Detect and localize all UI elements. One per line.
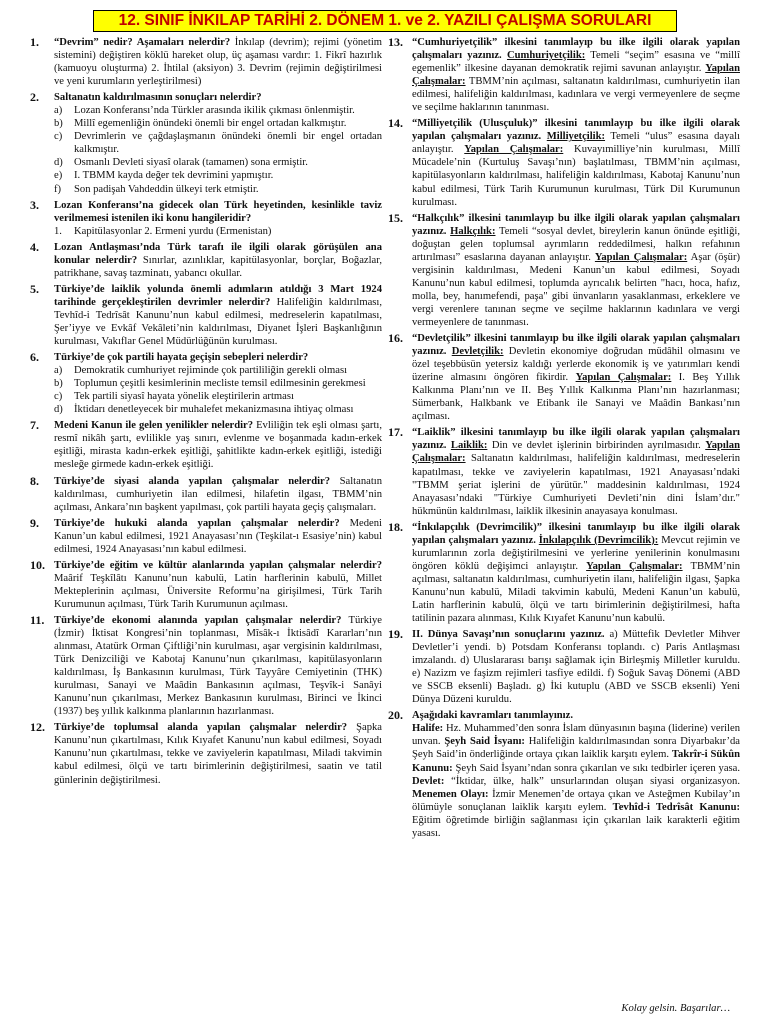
option — [54, 156, 382, 169]
definition: İzmir Menemen’de ortaya çıkan ve Asteğmen Kubilay’ın ölümüyle sonuçlanan laiklik karşıtı eylem. — [412, 788, 740, 813]
option-letter: f) — [54, 183, 62, 195]
option-letter: b) — [54, 378, 63, 390]
option — [54, 377, 382, 390]
term-label: Laiklik: — [450, 440, 488, 452]
question-7 — [30, 419, 382, 471]
term-label: Halkçılık: — [450, 225, 496, 237]
works-text: Aşar (öşür) vergisinin kaldırılması, Medeni Kanun’un kabul edilmesi, Soyadı Kanunu’nun kabul edilmesi, toplumda ayrıcalık belirten "hacı, hoca, hafız, molla, bey, hanımefendi, paşa" gibi ünvanların yasaklanması, erkeklere ve vergi verenlere tanınan seçme ve seçilme haklarının kadınlara ve vergi vermeyenlere de tanınması. — [412, 251, 741, 328]
question-4 — [30, 241, 382, 280]
works-text: TBMM’nin açılması, saltanatın kaldırılması, cumhuriyetin ilanı, halifeliğin ilgası, Şapka Kanunu’nun kabulü, Miladi takvimin kabulü, Medeni Kanun’un kabulü, Latin harflerinin kabulü, ölçü ve tartı birimlerinin değiştirilmesi, hafta tatilinin pazara alınması, Kılık Kıyafet Kanunu’nun kabulü. — [412, 560, 740, 625]
question-text: Türkiye’de toplumsal alanda yapılan çalışmalar nelerdir? — [54, 722, 348, 734]
answer-text: Saltanatın kaldırılması, cumhuriyetin ilan edilmesi, hilafetin ilgası, TBMM’nin açılması, Ankara’nın başkent yapılması, çok partili hayata geçiş çalışmaları. — [54, 475, 383, 513]
works-label: Yapılan Çalışmalar: — [412, 440, 740, 465]
option-text: Millî egemenliğin önündeki önemli bir engel ortadan kalkmıştır. — [74, 118, 347, 130]
question-10 — [30, 559, 382, 611]
term-label: İnkılapçılık (Devrimcilik): — [538, 534, 659, 546]
answer-text: İnkılap (devrim); rejimi (yönetim sistemini) değiştiren köklü hareket olup, üç aşaması vardır: 1. Fikrî hazırlık (kamuoyu oluşturma) 2. İhtilal (aksiyon) 3. Devrim (rejimin değiştirilmesi ve yeni kurumların yerleştirilmesi) — [54, 37, 382, 88]
option-text: Tek partili siyasî hayata yönelik eleştirilerin artması — [74, 391, 294, 403]
question-number: 19. — [388, 627, 403, 642]
question-number: 8. — [30, 473, 39, 488]
question-12 — [30, 721, 382, 786]
option — [54, 104, 382, 117]
question-19 — [388, 628, 740, 706]
question-16 — [388, 332, 740, 423]
left-column — [30, 36, 382, 843]
question-text: Türkiye’de eğitim ve kültür alanlarında yapılan çalışmalar nelerdir? — [54, 559, 382, 571]
option-letter: a) — [54, 365, 63, 377]
definition: “İktidar, ülke, halk” unsurlarından oluşan siyasi organizasyon. — [444, 775, 740, 787]
question-3 — [30, 199, 382, 238]
answer-text: Sınırlar, azınlıklar, kapitülasyonlar, borçlar, Boğazlar, patrikhane, savaş tazminatı, yabancı okullar. — [54, 254, 383, 279]
question-13 — [388, 36, 740, 114]
term-label: Cumhuriyetçilik: — [506, 50, 586, 62]
footer-note: Kolay gelsin. Başarılar… — [621, 1003, 730, 1014]
definition: Eğitim öğretimde birliğin sağlanması için çıkarılan laik karakterli eğitim yasası. — [412, 814, 740, 839]
answer-text: a) Müttefik Devletler Mihver Devletler’i yendi. b) Potsdam Konferansı toplandı. c) Paris Antlaşması imzalandı. d) Uluslararası barışı sağlamak için Birleşmiş Milletler kuruldu. e) Nazizm ve faşizm rejimleri tasfiye edildi. f) Soğuk Savaş Dönemi (ABD ve SSCB eksenli) Başladı. g) İki kutuplu (ABD ve SSCB eksenli) Yeni Dünya Düzeni kuruldu. — [412, 629, 741, 706]
question-text: Lozan Antlaşması’nda Türk tarafı ile ilgili olarak görüşülen ana konular nelerdir? — [54, 241, 382, 266]
works-label: Yapılan Çalışmalar: — [464, 144, 564, 156]
option — [54, 364, 382, 377]
question-14 — [388, 117, 740, 208]
question-number: 7. — [30, 418, 39, 433]
question-text: Türkiye’de çok partili hayata geçişin sebepleri nelerdir? — [54, 352, 309, 364]
option-text: Demokratik cumhuriyet rejiminde çok partililiğin gerekli olması — [74, 365, 348, 377]
option-text: I. TBMM kayda değer tek devrimini yapmıştır. — [74, 170, 274, 182]
works-label: Yapılan Çalışmalar: — [412, 63, 740, 88]
option — [54, 403, 382, 416]
answer-text: Türkiye (İzmir) İktisat Kongresi’nin toplanması, Mîsâk-ı İktisâdî Kararları’nın alınması, Atatürk Orman Çiftliği’nin kurulması, aşar vergisinin kaldırılması, Türk Denizciliği ve Kabotaj Kanunu’nun çıkarılması, kapitülasyonların kaldırılması, İş Bankasının kurulması, Türk Tayyâre Cemiyetinin (THK) kurulması, Sanayi ve Maâdin Bankasının açılması, Teşvîk-i Sanâyi Kanunu’nun çıkarılması, Merkez Bankasının kurulması, Birinci ve İkinci (1937) beş yıllık kalkınma planlarının hazırlanması. — [54, 614, 383, 718]
answer-text: Medeni Kanun’un kabul edilmesi, 1921 Anayasası’nın (Teşkilat-ı Esasiye’nin) kabul edilmesi, 1924 Anayasası’nın kabul edilmesi. — [54, 517, 382, 555]
answer-text: Şapka Kanunu’nun çıkartılması, Kılık Kıyafet Kanunu’nun kabul edilmesi, Soyadı Kanunu’nun çıkartılması, tekke ve zaviyelerin kapatılması, Miladi takvimin kabul edilmesi, ölçü ve tartı birimlerinin değiştirilmesi, saatin ve tatil günlerinin değiştirilmesi. — [54, 722, 382, 786]
question-text: Türkiye’de hukuki alanda yapılan çalışmalar nelerdir? — [54, 517, 340, 529]
term: Menemen Olayı: — [412, 788, 489, 800]
definition: Halifeliğin kaldırılmasından sonra Diyarbakır’da Şeyh Said’in önderliğinde ortaya çıkan laiklik karşıtı eylem. — [412, 736, 741, 761]
question-6 — [30, 351, 382, 416]
question-text: “Devrim” nedir? Aşamaları nelerdir? — [54, 37, 231, 48]
question-text: Aşağıdaki kavramları tanımlayınız. — [412, 710, 573, 722]
question-number: 1. — [30, 35, 39, 49]
question-number: 13. — [388, 35, 403, 49]
answer-text: Halifeliğin kaldırılması, Tevhîd-i Tedrîsât Kanunu’nun kabul edilmesi, medreselerin kapatılması, Şer’iyye ve Evkâf Vekâleti’nin kaldırılması, Diyanet İşleri Başkanlığının kurulması, Vakıflar Genel Müdürlüğünün kurulması. — [54, 296, 382, 348]
definition-text: Temeli “sosyal devlet, bireylerin kanun önünde eşitliği, doğuştan gelen toplumsal ayrımların reddedilmesi, halkın refahının artırılması” esaslarına dayanan anlayıştır. — [412, 225, 740, 263]
option-letter: e) — [54, 170, 63, 182]
question-text: “Laiklik” ilkesini tanımlayıp bu ilke ilgili olarak yapılan çalışmaları yazınız. — [412, 427, 740, 452]
question-text: “Halkçılık” ilkesini tanımlayıp bu ilke ilgili olarak yapılan çalışmaları yazınız. — [412, 212, 740, 237]
term: Halife: — [412, 723, 444, 735]
option-letter: b) — [54, 118, 63, 130]
question-number: 20. — [388, 708, 403, 723]
option-letter: c) — [54, 131, 63, 143]
question-number: 6. — [30, 350, 39, 365]
answer-text: Maârif Teşkîlâtı Kanunu’nun kabulü, Latin harflerinin kabulü, Millet Mekteplerinin açılması, Üniversite Reformu’na girişilmesi, Türk Tarih Kurumunun açılması, Türk Tarih Kurumunun açılması. — [54, 572, 382, 610]
works-text: TBMM’nin açılması, saltanatın kaldırılması, cumhuriyetin ilan edilmesi, halifeliğin kaldırılması, kadınlara ve vergi vermeyenlere de seçme ve seçilme haklarının tanınması. — [412, 76, 740, 114]
right-column — [388, 36, 740, 843]
option-text: Lozan Konferansı’nda Türkler arasında ikilik çıkması önlenmiştir. — [74, 105, 355, 117]
term: Takrîr-i Sükûn Kanunu: — [412, 749, 740, 774]
question-9 — [30, 517, 382, 556]
works-text: I. Beş Yıllık Kalkınma Planı’nın ve II. Beş Yıllık Kalkınma Planı’nın hazırlanması; Sümerbank, Halkbank ve Etibank ile Sanayi ve Maâdin Bankası’nın açılması. — [412, 372, 741, 423]
question-text: Medeni Kanun ile gelen yenilikler nelerdir? — [54, 420, 254, 432]
question-1 — [30, 36, 382, 88]
term: Tevhîd-i Tedrîsât Kanunu: — [612, 801, 740, 813]
answer-text: Evliliğin tek eşli olması şartı, resmî nikâh şartı, evlilikle yaş sınırı, evlenme ve boşanmada kadın-erkek eşitliği, mirasta kadın-erkek eşitliği, şahitlikte kadın-erkek eşitliği, istediği mesleğe girmede kadın-erkek eşitliği. — [54, 420, 382, 471]
question-text: “İnkılapçılık (Devrimcilik)” ilkesini tanımlayıp bu ilke ilgili olarak yapılan çalışmaları yazınız. — [412, 521, 740, 546]
question-text: Saltanatın kaldırılmasının sonuçları nelerdir? — [54, 92, 262, 104]
option — [54, 169, 382, 182]
question-11 — [30, 614, 382, 718]
term: Şeyh Said İsyanı: — [444, 736, 525, 748]
definition-text: Devletin ekonomiye doğrudan müdâhil olmasını ve özel teşebbüsün yetersiz kaldığı yerlerde ekonomik iş ve yatırımları kendi üzerine almasını öngören fikirdir. — [412, 346, 740, 384]
question-number: 9. — [30, 515, 39, 530]
question-number: 11. — [30, 612, 45, 627]
question-17 — [388, 426, 740, 517]
option-text: Devrimlerin ve çağdaşlaşmanın önündeki önemli bir engel ortadan kalkmıştır. — [74, 131, 382, 156]
option-letter: d) — [54, 404, 63, 416]
option — [54, 183, 382, 196]
option-letter: a) — [54, 105, 63, 117]
question-text: II. Dünya Savaşı’nın sonuçlarını yazınız. — [412, 629, 605, 641]
question-text: “Milliyetçilik (Ulusçuluk)” ilkesini tanımlayıp bu ilke ilgili olarak yapılan çalışmaları yazınız. — [412, 118, 740, 143]
option-text: Osmanlı Devleti siyasî olarak (tamamen) sona ermiştir. — [74, 157, 308, 169]
option — [54, 390, 382, 403]
question-text: Lozan Konferansı’na gidecek olan Türk heyetinden, kesinlikle taviz verilmemesi istenilen iki konu hangileridir? — [54, 199, 382, 224]
option — [54, 130, 382, 156]
question-number: 5. — [30, 281, 39, 296]
question-text: “Cumhuriyetçilik” ilkesini tanımlayıp bu ilke ilgili olarak yapılan çalışmaları yazınız. — [412, 37, 740, 62]
term-label: Milliyetçilik: — [546, 131, 606, 143]
option-letter: d) — [54, 157, 63, 169]
question-8 — [30, 475, 382, 514]
question-number: 18. — [388, 519, 403, 534]
works-label: Yapılan Çalışmalar: — [575, 372, 672, 384]
question-number: 12. — [30, 720, 45, 735]
question-number: 3. — [30, 197, 39, 212]
option — [54, 117, 382, 130]
option-text: Kapitülasyonlar 2. Ermeni yurdu (Ermenistan) — [74, 225, 272, 237]
definition: Şeyh Said İsyanı’ndan sonra çıkarılan ve sıkı tedbirler içeren yasa. — [452, 762, 740, 774]
definition: Hz. Muhammed’den sonra İslam dünyasının başına (liderine) verilen unvan. — [412, 723, 740, 748]
option-text: Son padişah Vahdeddin ülkeyi terk etmiştir. — [74, 183, 259, 195]
option-letter: 1. — [54, 225, 62, 237]
question-number: 14. — [388, 116, 403, 131]
works-label: Yapılan Çalışmalar: — [594, 251, 688, 263]
columns — [30, 36, 740, 843]
question-text: Türkiye’de ekonomi alanında yapılan çalışmalar nelerdir? — [54, 614, 342, 626]
page-title: 12. SINIF İNKILAP TARİHİ 2. DÖNEM 1. ve 2. YAZILI ÇALIŞMA SORULARI — [93, 10, 677, 32]
definition-text: Din ve devlet işlerinin birbirinden ayrılmasıdır. — [487, 440, 701, 452]
question-5 — [30, 283, 382, 348]
option — [54, 225, 382, 238]
definition-text: Temeli “seçim” esasına ve “millî egemenlik” ilkesine dayanan demokratik rejimi savunan anlayıştır. — [412, 50, 741, 75]
option-text: Toplumun çeşitli kesimlerinin mecliste temsil edilmesinin gerekmesi — [74, 378, 366, 390]
question-number: 2. — [30, 90, 39, 105]
definition-text: Temeli “ulus” esasına dayalı anlayıştır. — [412, 131, 740, 156]
question-18 — [388, 521, 740, 625]
question-text: Türkiye’de siyasi alanda yapılan çalışmalar nelerdir? — [54, 475, 331, 487]
term-label: Devletçilik: — [451, 346, 504, 358]
question-text: Türkiye’de laiklik yolunda önemli adımların atıldığı 3 Mart 1924 tarihinde gerçekleştirilen devrimler nelerdir? — [54, 283, 382, 308]
question-number: 15. — [388, 210, 403, 225]
question-15 — [388, 212, 740, 329]
option-text: İktidarı denetleyecek bir muhalefet mekanizmasına ihtiyaç olması — [74, 404, 354, 416]
term: Devlet: — [412, 775, 445, 787]
question-number: 4. — [30, 239, 39, 254]
works-text: Saltanatın kaldırılması, halifeliğin kaldırılması, medreselerin kapatılması, tekke ve zaviyelerin kapatılması, 1921 Anayasası’ndaki "TBMM şeriat işlerini de yürütür." maddesinin kaldırılması, 1924 Anayasası’ndaki "Türkiye Cumhuriyeti Devleti’nin dini İslam’dır." hükmünün kaldırılması, laiklik ilkesinin anayasaya konulması. — [412, 453, 740, 517]
definition-text: Mevcut rejimin ve kurumlarının zorla değiştirilmesini ve yerlerine yenilerinin konulmasını öngören köklü değişimci anlayıştır. — [412, 534, 740, 572]
question-20 — [388, 709, 740, 839]
question-number: 17. — [388, 425, 403, 440]
question-number: 16. — [388, 331, 403, 346]
question-text: “Devletçilik” ilkesini tanımlayıp bu ilke ilgili olarak yapılan çalışmaları yazınız. — [412, 333, 740, 358]
works-text: Kuvayımilliye’nin kurulması, Millî Mücadele’nin (Kurtuluş Savaşı’nın) başlatılması, TBMM’nin açılması, kapitülasyonların kaldırılması, halifeliğin kaldırılması, Kabotaj Kanunu’nun kabul edilmesi, Türk Tarih Kurumunun kurulması, Türk Dil Kurumunun kurulması. — [412, 144, 741, 208]
term-definition — [412, 722, 740, 839]
works-label: Yapılan Çalışmalar: — [586, 560, 683, 572]
option-letter: c) — [54, 391, 63, 403]
question-2 — [30, 91, 382, 195]
question-number: 10. — [30, 557, 45, 572]
